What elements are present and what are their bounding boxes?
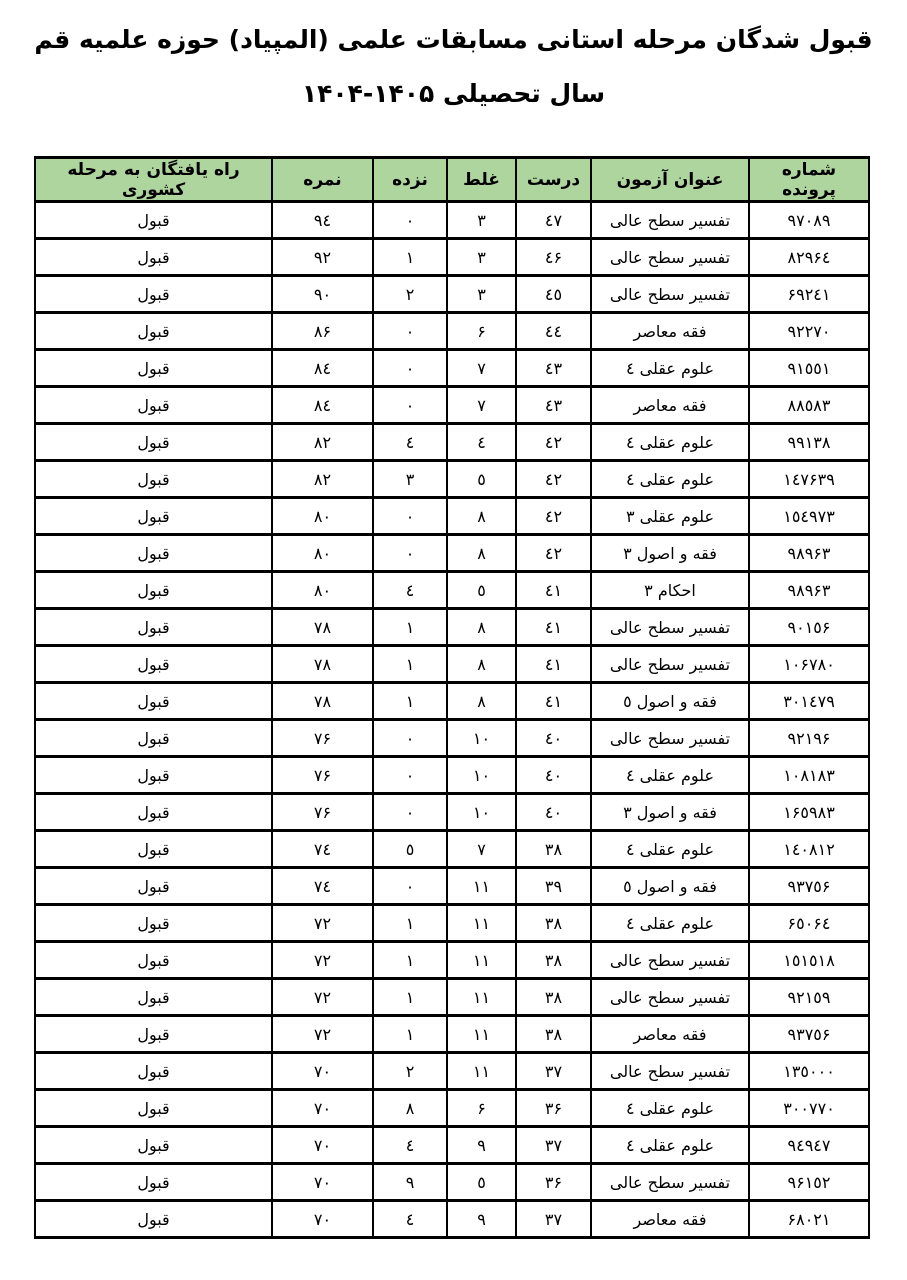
table-row bbox=[35, 757, 869, 794]
cell-result: قبول bbox=[35, 461, 272, 498]
results-table bbox=[34, 156, 870, 1239]
cell-result: قبول bbox=[35, 313, 272, 350]
cell-result: قبول bbox=[35, 276, 272, 313]
table-row bbox=[35, 683, 869, 720]
cell-correct: ٤١ bbox=[516, 572, 591, 609]
cell-score: ٧٠ bbox=[272, 1127, 373, 1164]
page-subtitle bbox=[30, 78, 877, 110]
cell-score: ٨٢ bbox=[272, 461, 373, 498]
cell-exam-title: علوم عقلی ٤ bbox=[591, 1127, 749, 1164]
cell-blank: ٩ bbox=[373, 1164, 447, 1201]
cell-score: ٧٨ bbox=[272, 683, 373, 720]
cell-file-number: ۶٥٠۶٤ bbox=[749, 905, 869, 942]
cell-blank: ٠ bbox=[373, 350, 447, 387]
cell-file-number: ١٣٥٠٠٠ bbox=[749, 1053, 869, 1090]
cell-file-number: ٩٨٩۶٣ bbox=[749, 572, 869, 609]
academic-year-range: ۱۴۰۴-۱۴۰۵ bbox=[301, 79, 435, 108]
cell-exam-title: تفسیر سطح عالی bbox=[591, 609, 749, 646]
cell-result: قبول bbox=[35, 646, 272, 683]
cell-blank: ٨ bbox=[373, 1090, 447, 1127]
table-row bbox=[35, 868, 869, 905]
table-row bbox=[35, 461, 869, 498]
cell-result: قبول bbox=[35, 905, 272, 942]
cell-correct: ٣٨ bbox=[516, 942, 591, 979]
cell-correct: ٤٣ bbox=[516, 350, 591, 387]
header-correct: درست bbox=[516, 158, 591, 202]
cell-correct: ٤٠ bbox=[516, 794, 591, 831]
cell-blank: ٠ bbox=[373, 313, 447, 350]
table-row bbox=[35, 1164, 869, 1201]
cell-correct: ٤٠ bbox=[516, 720, 591, 757]
table-row bbox=[35, 794, 869, 831]
table-row bbox=[35, 1201, 869, 1238]
cell-correct: ٤٢ bbox=[516, 535, 591, 572]
header-exam-title: عنوان آزمون bbox=[591, 158, 749, 202]
cell-file-number: ٩٩١٣٨ bbox=[749, 424, 869, 461]
cell-exam-title: فقه و اصول ٥ bbox=[591, 683, 749, 720]
cell-exam-title: فقه و اصول ٣ bbox=[591, 535, 749, 572]
cell-wrong: ٣ bbox=[447, 276, 516, 313]
cell-exam-title: علوم عقلی ٤ bbox=[591, 831, 749, 868]
cell-score: ٩٢ bbox=[272, 239, 373, 276]
cell-score: ٨٤ bbox=[272, 387, 373, 424]
cell-score: ٧٠ bbox=[272, 1164, 373, 1201]
cell-blank: ٤ bbox=[373, 1127, 447, 1164]
cell-wrong: ٣ bbox=[447, 239, 516, 276]
cell-file-number: ٩٢١٩۶ bbox=[749, 720, 869, 757]
cell-exam-title: علوم عقلی ٤ bbox=[591, 757, 749, 794]
cell-exam-title: علوم عقلی ٤ bbox=[591, 461, 749, 498]
cell-blank: ١ bbox=[373, 905, 447, 942]
table-row bbox=[35, 202, 869, 239]
header-row bbox=[35, 158, 869, 202]
cell-file-number: ٩٤٩٤٧ bbox=[749, 1127, 869, 1164]
cell-wrong: ١١ bbox=[447, 868, 516, 905]
cell-exam-title: تفسیر سطح عالی bbox=[591, 1053, 749, 1090]
table-row bbox=[35, 535, 869, 572]
cell-score: ٧٠ bbox=[272, 1201, 373, 1238]
cell-correct: ٣۶ bbox=[516, 1090, 591, 1127]
cell-result: قبول bbox=[35, 424, 272, 461]
table-row bbox=[35, 350, 869, 387]
cell-result: قبول bbox=[35, 1053, 272, 1090]
cell-blank: ٤ bbox=[373, 1201, 447, 1238]
cell-blank: ٠ bbox=[373, 794, 447, 831]
cell-wrong: ٧ bbox=[447, 387, 516, 424]
cell-exam-title: تفسیر سطح عالی bbox=[591, 276, 749, 313]
title-block bbox=[0, 24, 907, 110]
cell-file-number: ٩٧٠٨٩ bbox=[749, 202, 869, 239]
cell-file-number: ٩٨٩۶٣ bbox=[749, 535, 869, 572]
cell-exam-title: تفسیر سطح عالی bbox=[591, 239, 749, 276]
cell-exam-title: فقه معاصر bbox=[591, 1201, 749, 1238]
table-row bbox=[35, 609, 869, 646]
cell-exam-title: علوم عقلی ٤ bbox=[591, 350, 749, 387]
table-row bbox=[35, 1016, 869, 1053]
cell-result: قبول bbox=[35, 202, 272, 239]
cell-result: قبول bbox=[35, 868, 272, 905]
cell-file-number: ١٤٧۶٣٩ bbox=[749, 461, 869, 498]
cell-exam-title: علوم عقلی ٣ bbox=[591, 498, 749, 535]
cell-score: ٨٠ bbox=[272, 498, 373, 535]
cell-exam-title: تفسیر سطح عالی bbox=[591, 979, 749, 1016]
cell-score: ٧۶ bbox=[272, 720, 373, 757]
cell-result: قبول bbox=[35, 498, 272, 535]
cell-result: قبول bbox=[35, 942, 272, 979]
cell-correct: ٤١ bbox=[516, 646, 591, 683]
table-row bbox=[35, 1053, 869, 1090]
results-table-body bbox=[35, 202, 869, 1238]
cell-score: ٧٢ bbox=[272, 1016, 373, 1053]
cell-wrong: ١١ bbox=[447, 905, 516, 942]
cell-correct: ٤٢ bbox=[516, 498, 591, 535]
cell-result: قبول bbox=[35, 387, 272, 424]
cell-file-number: ٩۶١٥٢ bbox=[749, 1164, 869, 1201]
cell-blank: ٤ bbox=[373, 572, 447, 609]
cell-blank: ٠ bbox=[373, 720, 447, 757]
cell-blank: ٠ bbox=[373, 535, 447, 572]
cell-wrong: ١١ bbox=[447, 979, 516, 1016]
cell-result: قبول bbox=[35, 1201, 272, 1238]
cell-blank: ١ bbox=[373, 942, 447, 979]
cell-correct: ٤٤ bbox=[516, 313, 591, 350]
cell-file-number: ١٥٤٩٧٣ bbox=[749, 498, 869, 535]
cell-wrong: ٨ bbox=[447, 646, 516, 683]
cell-file-number: ۶٨٠٢١ bbox=[749, 1201, 869, 1238]
table-row bbox=[35, 424, 869, 461]
cell-wrong: ٤ bbox=[447, 424, 516, 461]
header-file-number: شماره پرونده bbox=[749, 158, 869, 202]
cell-file-number: ١۶٥٩٨٣ bbox=[749, 794, 869, 831]
cell-exam-title: تفسیر سطح عالی bbox=[591, 720, 749, 757]
cell-file-number: ٨٨٥٨٣ bbox=[749, 387, 869, 424]
cell-result: قبول bbox=[35, 572, 272, 609]
cell-exam-title: فقه معاصر bbox=[591, 313, 749, 350]
cell-exam-title: فقه معاصر bbox=[591, 387, 749, 424]
cell-correct: ٤١ bbox=[516, 683, 591, 720]
cell-exam-title: فقه و اصول ٣ bbox=[591, 794, 749, 831]
table-row bbox=[35, 720, 869, 757]
cell-wrong: ٨ bbox=[447, 535, 516, 572]
cell-correct: ٣٨ bbox=[516, 979, 591, 1016]
cell-wrong: ۶ bbox=[447, 1090, 516, 1127]
cell-result: قبول bbox=[35, 757, 272, 794]
cell-wrong: ٨ bbox=[447, 683, 516, 720]
cell-blank: ٠ bbox=[373, 757, 447, 794]
cell-score: ٧٨ bbox=[272, 609, 373, 646]
cell-file-number: ٩٣٧٥۶ bbox=[749, 868, 869, 905]
page-title: قبول شدگان مرحله استانی مسابقات علمی (المپیاد) حوزه علمیه قم bbox=[34, 25, 873, 54]
cell-correct: ٣٨ bbox=[516, 1016, 591, 1053]
cell-wrong: ٥ bbox=[447, 1164, 516, 1201]
cell-correct: ٤٠ bbox=[516, 757, 591, 794]
header-wrong: غلط bbox=[447, 158, 516, 202]
header-score: نمره bbox=[272, 158, 373, 202]
cell-score: ٧٢ bbox=[272, 905, 373, 942]
cell-result: قبول bbox=[35, 831, 272, 868]
table-row bbox=[35, 239, 869, 276]
cell-result: قبول bbox=[35, 535, 272, 572]
cell-score: ٨٠ bbox=[272, 572, 373, 609]
cell-exam-title: تفسیر سطح عالی bbox=[591, 942, 749, 979]
cell-result: قبول bbox=[35, 609, 272, 646]
cell-result: قبول bbox=[35, 794, 272, 831]
cell-correct: ٤٥ bbox=[516, 276, 591, 313]
cell-blank: ٠ bbox=[373, 868, 447, 905]
cell-file-number: ٩٠١٥۶ bbox=[749, 609, 869, 646]
cell-correct: ٣٧ bbox=[516, 1053, 591, 1090]
cell-result: قبول bbox=[35, 979, 272, 1016]
cell-wrong: ١٠ bbox=[447, 794, 516, 831]
cell-correct: ٤٢ bbox=[516, 424, 591, 461]
cell-blank: ١ bbox=[373, 683, 447, 720]
cell-file-number: ١٥١٥١٨ bbox=[749, 942, 869, 979]
cell-blank: ١ bbox=[373, 239, 447, 276]
cell-score: ٧٠ bbox=[272, 1090, 373, 1127]
cell-blank: ٤ bbox=[373, 424, 447, 461]
table-row bbox=[35, 1127, 869, 1164]
cell-wrong: ٥ bbox=[447, 461, 516, 498]
cell-score: ٧۶ bbox=[272, 757, 373, 794]
cell-result: قبول bbox=[35, 1016, 272, 1053]
cell-blank: ٥ bbox=[373, 831, 447, 868]
cell-correct: ٣۶ bbox=[516, 1164, 591, 1201]
cell-score: ٧۶ bbox=[272, 794, 373, 831]
cell-file-number: ٣٠٠٧٧٠ bbox=[749, 1090, 869, 1127]
cell-wrong: ١٠ bbox=[447, 757, 516, 794]
cell-exam-title: علوم عقلی ٤ bbox=[591, 1090, 749, 1127]
cell-wrong: ٨ bbox=[447, 498, 516, 535]
cell-file-number: ٨٢٩۶٤ bbox=[749, 239, 869, 276]
cell-correct: ٤٧ bbox=[516, 202, 591, 239]
cell-score: ٧٠ bbox=[272, 1053, 373, 1090]
cell-file-number: ١٤٠٨١٢ bbox=[749, 831, 869, 868]
cell-exam-title: تفسیر سطح عالی bbox=[591, 202, 749, 239]
cell-correct: ٣٨ bbox=[516, 831, 591, 868]
cell-wrong: ٩ bbox=[447, 1201, 516, 1238]
cell-correct: ٤۶ bbox=[516, 239, 591, 276]
cell-blank: ١ bbox=[373, 609, 447, 646]
cell-blank: ١ bbox=[373, 646, 447, 683]
cell-file-number: ٣٠١٤٧٩ bbox=[749, 683, 869, 720]
cell-correct: ٣٨ bbox=[516, 905, 591, 942]
cell-score: ٧٢ bbox=[272, 942, 373, 979]
cell-blank: ٢ bbox=[373, 1053, 447, 1090]
cell-blank: ٠ bbox=[373, 498, 447, 535]
cell-wrong: ٧ bbox=[447, 350, 516, 387]
cell-blank: ٣ bbox=[373, 461, 447, 498]
table-row bbox=[35, 276, 869, 313]
cell-wrong: ١١ bbox=[447, 1016, 516, 1053]
cell-wrong: ٣ bbox=[447, 202, 516, 239]
cell-wrong: ٩ bbox=[447, 1127, 516, 1164]
cell-file-number: ١٠۶٧٨٠ bbox=[749, 646, 869, 683]
table-row bbox=[35, 942, 869, 979]
cell-exam-title: تفسیر سطح عالی bbox=[591, 646, 749, 683]
cell-result: قبول bbox=[35, 350, 272, 387]
cell-blank: ٢ bbox=[373, 276, 447, 313]
cell-score: ٩٠ bbox=[272, 276, 373, 313]
cell-score: ٨٢ bbox=[272, 424, 373, 461]
cell-correct: ٤٣ bbox=[516, 387, 591, 424]
academic-year-label: سال تحصیلی bbox=[443, 79, 606, 108]
table-row bbox=[35, 498, 869, 535]
cell-exam-title: احکام ٣ bbox=[591, 572, 749, 609]
cell-exam-title: تفسیر سطح عالی bbox=[591, 1164, 749, 1201]
cell-exam-title: فقه معاصر bbox=[591, 1016, 749, 1053]
header-blank: نزده bbox=[373, 158, 447, 202]
cell-correct: ٤٢ bbox=[516, 461, 591, 498]
cell-score: ٧٤ bbox=[272, 868, 373, 905]
header-national-stage: راه یافتگان به مرحله کشوری bbox=[35, 158, 272, 202]
cell-exam-title: علوم عقلی ٤ bbox=[591, 424, 749, 461]
cell-result: قبول bbox=[35, 1127, 272, 1164]
cell-file-number: ۶٩٢٤١ bbox=[749, 276, 869, 313]
cell-score: ٧٤ bbox=[272, 831, 373, 868]
cell-wrong: ٥ bbox=[447, 572, 516, 609]
cell-wrong: ١١ bbox=[447, 942, 516, 979]
table-row bbox=[35, 387, 869, 424]
cell-wrong: ١١ bbox=[447, 1053, 516, 1090]
table-row bbox=[35, 979, 869, 1016]
cell-exam-title: علوم عقلی ٤ bbox=[591, 905, 749, 942]
table-row bbox=[35, 646, 869, 683]
cell-wrong: ١٠ bbox=[447, 720, 516, 757]
cell-file-number: ١٠٨١٨٣ bbox=[749, 757, 869, 794]
cell-blank: ١ bbox=[373, 979, 447, 1016]
cell-file-number: ٩٣٧٥۶ bbox=[749, 1016, 869, 1053]
cell-score: ٨۶ bbox=[272, 313, 373, 350]
cell-result: قبول bbox=[35, 683, 272, 720]
table-row bbox=[35, 905, 869, 942]
cell-score: ٧٨ bbox=[272, 646, 373, 683]
cell-correct: ٣٧ bbox=[516, 1201, 591, 1238]
cell-result: قبول bbox=[35, 239, 272, 276]
cell-exam-title: فقه و اصول ٥ bbox=[591, 868, 749, 905]
cell-score: ٧٢ bbox=[272, 979, 373, 1016]
table-row bbox=[35, 1090, 869, 1127]
table-row bbox=[35, 831, 869, 868]
cell-result: قبول bbox=[35, 1164, 272, 1201]
table-row bbox=[35, 572, 869, 609]
cell-file-number: ٩٢٢٧٠ bbox=[749, 313, 869, 350]
cell-blank: ٠ bbox=[373, 202, 447, 239]
cell-result: قبول bbox=[35, 720, 272, 757]
cell-wrong: ۶ bbox=[447, 313, 516, 350]
cell-wrong: ٧ bbox=[447, 831, 516, 868]
cell-correct: ٤١ bbox=[516, 609, 591, 646]
cell-blank: ٠ bbox=[373, 387, 447, 424]
cell-blank: ١ bbox=[373, 1016, 447, 1053]
table-row bbox=[35, 313, 869, 350]
cell-score: ٨٤ bbox=[272, 350, 373, 387]
cell-score: ٨٠ bbox=[272, 535, 373, 572]
cell-correct: ٣٩ bbox=[516, 868, 591, 905]
cell-result: قبول bbox=[35, 1090, 272, 1127]
cell-correct: ٣٧ bbox=[516, 1127, 591, 1164]
cell-file-number: ٩١٥٥١ bbox=[749, 350, 869, 387]
cell-file-number: ٩٢١٥٩ bbox=[749, 979, 869, 1016]
cell-score: ٩٤ bbox=[272, 202, 373, 239]
cell-wrong: ٨ bbox=[447, 609, 516, 646]
